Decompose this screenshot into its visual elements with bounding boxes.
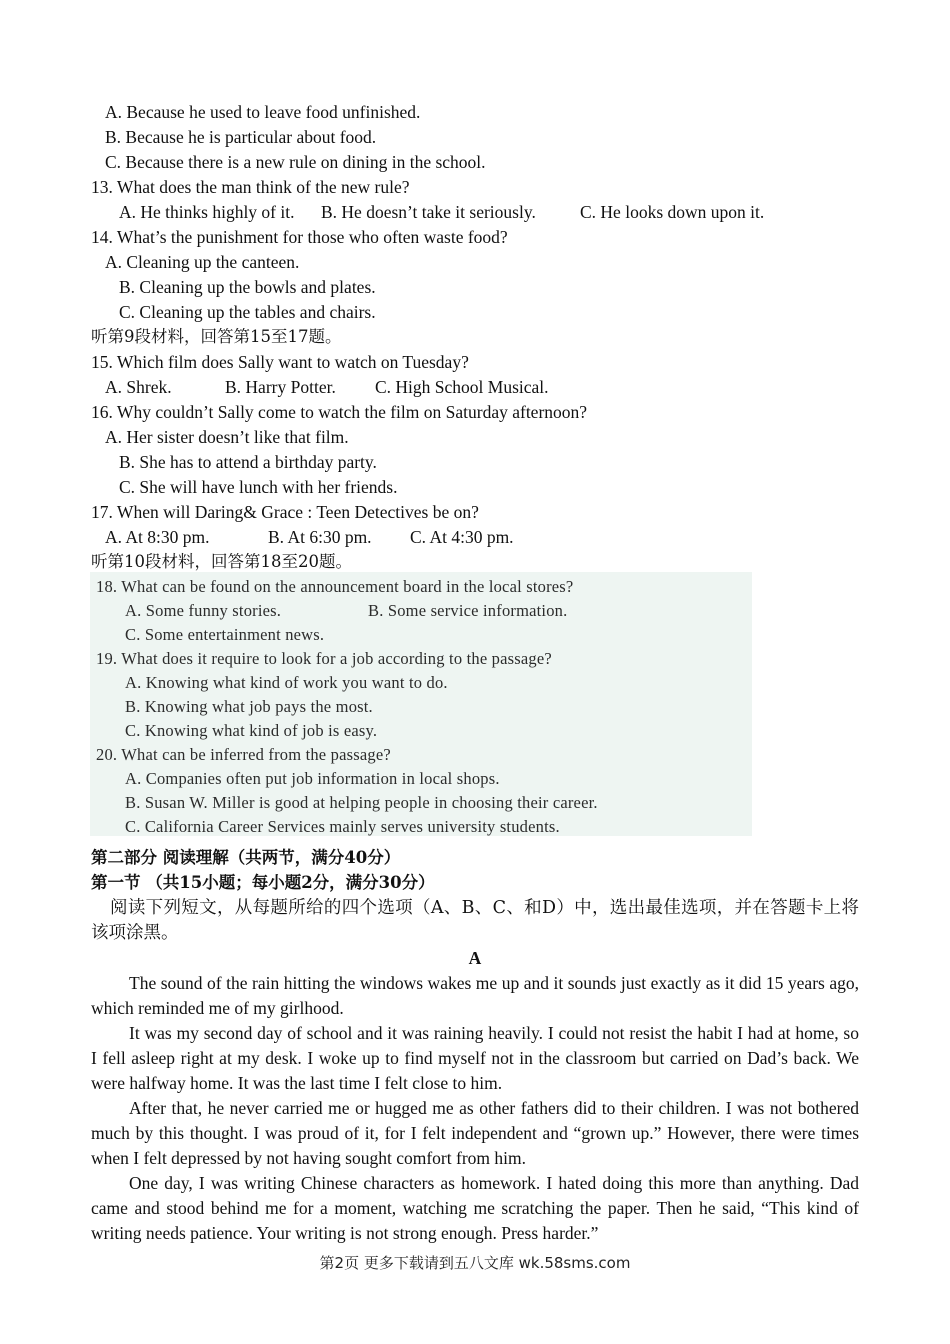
section-one-title: 第一节 （共15小题；每小题2分，满分30分） <box>91 873 435 892</box>
q18-option-c: C. Some entertainment news. <box>125 625 325 644</box>
q19-option-b: B. Knowing what job pays the most. <box>125 697 373 716</box>
q14-option-c: C. Cleaning up the tables and chairs. <box>119 302 376 322</box>
passage-paragraph-4: One day, I was writing Chinese characters as homework. I hated doing this more than anything. Dad came and stood behind me for a moment, watching me scratching the paper. Then he said, “This kind of writing needs patience. Your writing is not strong enough. Press harder.” <box>91 1173 859 1243</box>
q17-question: 17. When will Daring& Grace : Teen Detectives be on? <box>91 502 479 522</box>
q14-question: 14. What’s the punishment for those who often waste food? <box>91 227 508 247</box>
q15-question: 15. Which film does Sally want to watch on Tuesday? <box>91 352 469 372</box>
q15-option-c: C. High School Musical. <box>375 377 549 397</box>
passage-paragraph-2: It was my second day of school and it was raining heavily. I could not resist the habit I had at home, so I fell asleep right at my desk. I woke up to find myself not in the classroom but carried on Dad’s back. We were halfway home. It was the last time I felt close to him. <box>91 1023 859 1093</box>
q20-option-a: A. Companies often put job information in local shops. <box>125 769 500 788</box>
q14-option-b: B. Cleaning up the bowls and plates. <box>119 277 376 297</box>
q13-option-a: A. He thinks highly of it. <box>119 202 295 222</box>
q14-option-a: A. Cleaning up the canteen. <box>105 252 300 272</box>
q20-question: 20. What can be inferred from the passage? <box>96 745 391 764</box>
part-two-title: 第二部分 阅读理解（共两节，满分40分） <box>91 848 401 867</box>
section-9-instruction: 听第9段材料，回答第15至17题。 <box>91 327 342 346</box>
q13-option-b: B. He doesn’t take it seriously. <box>321 202 536 222</box>
q16-option-a: A. Her sister doesn’t like that film. <box>105 427 349 447</box>
q16-option-b: B. She has to attend a birthday party. <box>119 452 377 472</box>
q16-option-c: C. She will have lunch with her friends. <box>119 477 398 497</box>
passage-paragraph-1: The sound of the rain hitting the windows wakes me up and it sounds just exactly as it did 15 years ago, which reminded me of my girlhood. <box>91 973 859 1018</box>
q15-option-b: B. Harry Potter. <box>225 377 336 397</box>
q12-option-c: C. Because there is a new rule on dining in the school. <box>105 152 486 172</box>
q15-option-a: A. Shrek. <box>105 377 172 397</box>
q19-option-a: A. Knowing what kind of work you want to do. <box>125 673 448 692</box>
q16-question: 16. Why couldn’t Sally come to watch the film on Saturday afternoon? <box>91 402 588 422</box>
passage-paragraph-3: After that, he never carried me or hugged me as other fathers did to their children. I was not bothered much by this thought. I was proud of it, for I felt independent and “grown up.” However, there were times when I felt depressed by not having sought comfort from him. <box>91 1098 859 1168</box>
q18-option-b: B. Some service information. <box>368 601 568 620</box>
q20-option-b: B. Susan W. Miller is good at helping people in choosing their career. <box>125 793 598 812</box>
q12-option-b: B. Because he is particular about food. <box>105 127 377 147</box>
q19-option-c: C. Knowing what kind of job is easy. <box>125 721 378 740</box>
page-footer: 第2页 更多下载请到五八文库 wk.58sms.com <box>319 1254 631 1272</box>
section-10-instruction: 听第10段材料，回答第18至20题。 <box>91 552 352 571</box>
q17-option-a: A. At 8:30 pm. <box>105 527 210 547</box>
q13-option-c: C. He looks down upon it. <box>580 202 765 222</box>
q20-option-c: C. California Career Services mainly serves university students. <box>125 817 560 836</box>
reading-instruction: 阅读下列短文，从每题所给的四个选项（A、B、C、和D）中，选出最佳选项，并在答题卡上将该项涂黑。 <box>91 898 859 943</box>
q17-option-b: B. At 6:30 pm. <box>268 527 372 547</box>
q17-option-c: C. At 4:30 pm. <box>410 527 514 547</box>
q12-option-a: A. Because he used to leave food unfinished. <box>105 102 421 122</box>
q13-question: 13. What does the man think of the new rule? <box>91 177 410 197</box>
passage-label: A <box>468 948 482 968</box>
q19-question: 19. What does it require to look for a job according to the passage? <box>96 649 552 668</box>
q18-option-a: A. Some funny stories. <box>125 601 282 620</box>
scanned-questions-image <box>90 572 752 836</box>
q18-question: 18. What can be found on the announcement board in the local stores? <box>96 577 574 596</box>
